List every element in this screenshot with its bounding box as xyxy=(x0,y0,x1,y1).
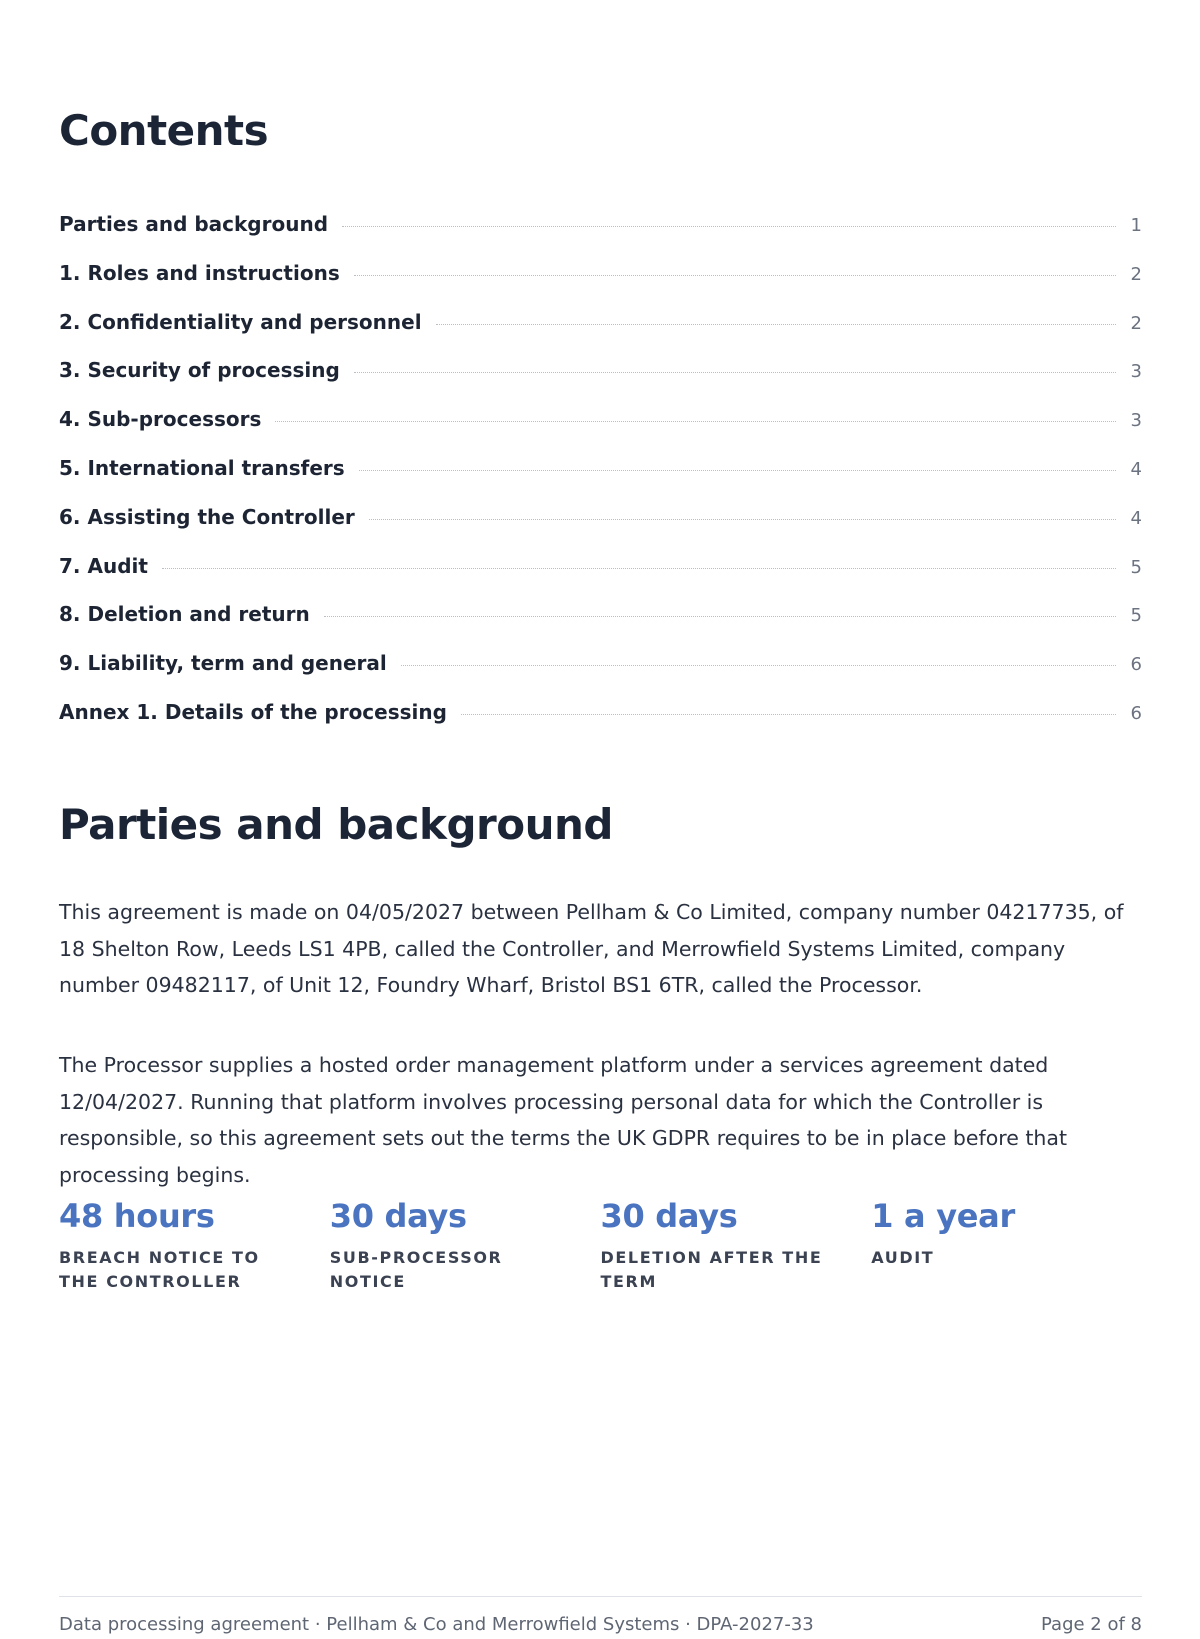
toc-entry-label: 7. Audit xyxy=(59,553,148,578)
toc-leader xyxy=(354,372,1116,373)
toc-entry[interactable] xyxy=(59,261,1142,310)
toc-entry-label: 3. Security of processing xyxy=(59,358,340,383)
toc-entry-label: 5. International transfers xyxy=(59,455,345,480)
stat-audit xyxy=(871,1196,1142,1294)
key-terms-summary xyxy=(59,1196,1142,1294)
toc-leader xyxy=(461,714,1116,715)
stat-value: 1 a year xyxy=(871,1197,1015,1235)
toc-entry-label: Parties and background xyxy=(59,212,329,236)
footer-divider xyxy=(59,1596,1142,1597)
toc-leader xyxy=(162,568,1116,569)
stat-label: AUDIT xyxy=(871,1248,935,1267)
toc-page-number: 3 xyxy=(1130,361,1142,383)
toc-leader xyxy=(436,324,1116,325)
toc-entry-label: 8. Deletion and return xyxy=(59,602,310,627)
toc-page-number: 4 xyxy=(1130,458,1142,480)
toc-leader xyxy=(275,421,1116,422)
toc-page-number: 6 xyxy=(1130,702,1142,724)
toc-entry-label: 2. Confidentiality and personnel xyxy=(59,309,422,334)
section-paragraph: This agreement is made on 04/05/2027 between Pellham & Co Limited, company number 04217735, of 18 Shelton Row, Leeds LS1 4PB, called the Controller, and Merrowfield Systems Limited, company number 09482117, of Unit 12, Foundry Wharf, Bristol BS1 6TR, called the Processor. xyxy=(59,900,1124,997)
toc-entry[interactable] xyxy=(59,456,1142,505)
table-of-contents xyxy=(59,212,1142,749)
section-paragraph: The Processor supplies a hosted order management platform under a services agreement dated 12/04/2027. Running that platform involves processing personal data for which the Controller is responsible, so this agreement sets out the terms the UK GDPR requires to be in place before that processing begins. xyxy=(59,1053,1068,1187)
toc-page-number: 6 xyxy=(1130,654,1142,676)
toc-page-number: 4 xyxy=(1130,507,1142,529)
toc-leader xyxy=(359,470,1116,471)
stat-label: BREACH NOTICE TO THE CONTROLLER xyxy=(59,1248,260,1291)
toc-entry[interactable] xyxy=(59,310,1142,359)
toc-entry[interactable] xyxy=(59,554,1142,603)
toc-page-number: 1 xyxy=(1130,215,1142,236)
toc-leader xyxy=(324,616,1116,617)
toc-entry-label: 4. Sub-processors xyxy=(59,407,262,432)
toc-leader xyxy=(354,275,1116,276)
contents-title: Contents xyxy=(59,106,269,155)
page-footer xyxy=(59,1614,1142,1635)
toc-page-number: 5 xyxy=(1130,556,1142,578)
section-title: Parties and background xyxy=(59,800,613,849)
stat-sub-processor-notice xyxy=(330,1196,601,1294)
stat-deletion xyxy=(601,1196,872,1294)
toc-entry[interactable] xyxy=(59,212,1142,261)
toc-entry[interactable] xyxy=(59,358,1142,407)
toc-page-number: 2 xyxy=(1130,263,1142,285)
toc-entry-label: 6. Assisting the Controller xyxy=(59,504,355,529)
toc-page-number: 5 xyxy=(1130,605,1142,627)
stat-label: SUB-PROCESSOR NOTICE xyxy=(329,1248,503,1291)
footer-document-info: Data processing agreement · Pellham & Co and Merrowfield Systems · DPA-2027-33 xyxy=(59,1614,814,1635)
footer-page-number: Page 2 of 8 xyxy=(1041,1614,1142,1635)
stat-breach-notice xyxy=(59,1196,330,1294)
toc-entry[interactable] xyxy=(59,505,1142,554)
stat-value: 30 days xyxy=(329,1197,467,1235)
toc-entry[interactable] xyxy=(59,602,1142,651)
toc-entry-label: Annex 1. Details of the processing xyxy=(59,699,447,724)
toc-entry-label: 9. Liability, term and general xyxy=(59,651,387,676)
toc-page-number: 3 xyxy=(1130,410,1142,432)
stat-value: 30 days xyxy=(600,1197,738,1235)
toc-entry-label: 1. Roles and instructions xyxy=(59,260,340,285)
toc-leader xyxy=(342,226,1116,227)
toc-entry[interactable] xyxy=(59,407,1142,456)
toc-leader xyxy=(369,519,1116,520)
toc-page-number: 2 xyxy=(1130,312,1142,334)
toc-leader xyxy=(401,665,1116,666)
toc-entry[interactable] xyxy=(59,651,1142,700)
stat-label: DELETION AFTER THE TERM xyxy=(600,1248,823,1291)
stat-value: 48 hours xyxy=(59,1197,215,1235)
toc-entry[interactable] xyxy=(59,700,1142,749)
